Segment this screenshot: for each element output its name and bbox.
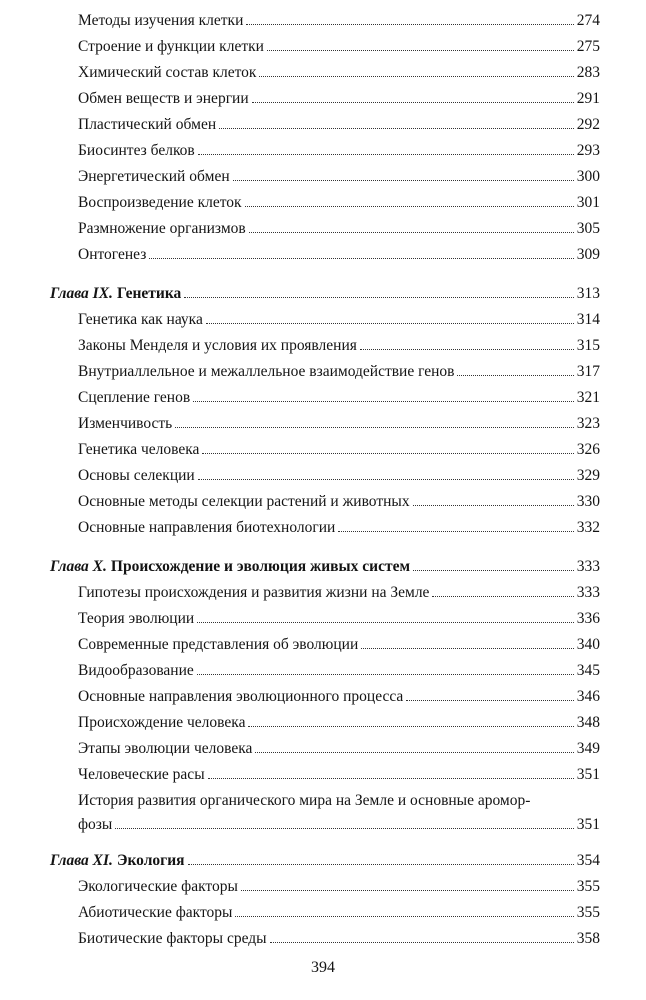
toc-entry-title: Основные направления эволюционного процесса [78, 688, 404, 705]
dot-leader [249, 232, 574, 233]
dot-leader [457, 375, 573, 376]
toc-entry-page: 317 [576, 363, 600, 380]
toc-entry-page: 355 [576, 878, 600, 895]
toc-entry[interactable] [78, 518, 600, 538]
dot-leader [193, 401, 574, 402]
toc-entry-page: 300 [576, 168, 600, 185]
toc-entry-title: Сцепление генов [78, 389, 191, 406]
toc-entry-page: 305 [576, 220, 600, 237]
toc-entry[interactable] [78, 609, 600, 629]
chapter-title: Экология [116, 852, 185, 869]
toc-entry-title: Внутриаллельное и межаллельное взаимодействие генов [78, 363, 455, 380]
dot-leader [338, 531, 573, 532]
toc-entry[interactable] [78, 414, 600, 434]
toc-entry-title: Строение и функции клетки [78, 38, 264, 55]
toc-entry-page: 329 [576, 467, 600, 484]
toc-entry[interactable] [78, 635, 600, 655]
toc-entry-title: Генетика человека [78, 441, 200, 458]
dot-leader [198, 154, 574, 155]
toc-entry-title: Теория эволюции [78, 610, 195, 627]
toc-entry-title: Пластический обмен [78, 116, 217, 133]
toc-entry-page: 301 [576, 194, 600, 211]
dot-leader [175, 427, 574, 428]
toc-entry-page: 349 [576, 740, 600, 757]
toc-entry-title: Методы изучения клетки [78, 12, 244, 29]
toc-entry-page: 314 [576, 311, 600, 328]
toc-entry-page: 348 [576, 714, 600, 731]
toc-entry-page: 358 [576, 930, 600, 947]
chapter-page: 354 [576, 852, 600, 869]
toc-entry-page: 346 [576, 688, 600, 705]
toc-entry[interactable] [78, 362, 600, 382]
toc-entry-title: Размножение организмов [78, 220, 246, 237]
toc-entry[interactable] [78, 336, 600, 356]
dot-leader [267, 50, 574, 51]
toc-entry-title: Основные методы селекции растений и животных [78, 493, 410, 510]
toc-entry[interactable] [78, 583, 600, 603]
toc-entry-page: 293 [576, 142, 600, 159]
chapter-label: Глава XI. [50, 852, 113, 869]
toc-entry[interactable] [78, 89, 600, 109]
dot-leader [255, 752, 573, 753]
toc-entry-title: Онтогенез [78, 246, 147, 263]
toc-entry-page: 309 [576, 246, 600, 263]
toc-entry[interactable] [78, 245, 600, 265]
dot-leader [245, 206, 574, 207]
toc-entry-title: Основы селекции [78, 467, 195, 484]
dot-leader [360, 349, 574, 350]
dot-leader [241, 890, 574, 891]
toc-entry-title: Законы Менделя и условия их проявления [78, 337, 357, 354]
toc-entry-title: Этапы эволюции человека [78, 740, 253, 757]
toc-entry[interactable] [78, 37, 600, 57]
toc-entry[interactable] [78, 903, 600, 923]
dot-leader [246, 24, 573, 25]
toc-entry-title: Абиотические факторы [78, 904, 233, 921]
toc-entry-title: Видообразование [78, 662, 194, 679]
toc-entry-title: Воспроизведение клеток [78, 194, 242, 211]
toc-entry[interactable] [78, 440, 600, 460]
chapter-page: 333 [576, 558, 600, 575]
dot-leader [413, 505, 574, 506]
dot-leader [188, 864, 574, 865]
dot-leader [202, 453, 573, 454]
dot-leader [432, 596, 573, 597]
toc-entry-page: 315 [576, 337, 600, 354]
toc-entry[interactable] [78, 310, 600, 330]
dot-leader [198, 479, 574, 480]
toc-chapter[interactable] [50, 284, 600, 304]
toc-entry[interactable] [78, 167, 600, 187]
toc-entry-page: 292 [576, 116, 600, 133]
toc-entry[interactable] [78, 492, 600, 512]
toc-chapter[interactable] [50, 851, 600, 871]
toc-entry[interactable] [78, 713, 600, 733]
toc-entry-page: 321 [576, 389, 600, 406]
toc-entry[interactable] [78, 193, 600, 213]
dot-leader [115, 828, 573, 829]
dot-leader [233, 180, 574, 181]
chapter-title: Происхождение и эволюция живых систем [110, 558, 411, 575]
toc-entry-title: Биосинтез белков [78, 142, 195, 159]
toc-entry-title: Обмен веществ и энергии [78, 90, 249, 107]
toc-entry[interactable] [78, 466, 600, 486]
toc-entry-title: Происхождение человека [78, 714, 246, 731]
toc-entry[interactable] [78, 877, 600, 897]
toc-entry[interactable] [78, 141, 600, 161]
chapter-page: 313 [576, 285, 600, 302]
chapter-label: Глава X. [50, 558, 107, 575]
toc-entry[interactable] [78, 388, 600, 408]
toc-entry-page: 291 [576, 90, 600, 107]
dot-leader [235, 916, 573, 917]
toc-entry-title: Гипотезы происхождения и развития жизни на Земле [78, 584, 430, 601]
dot-leader [149, 258, 573, 259]
toc-entry-page: 326 [576, 441, 600, 458]
chapter-label: Глава IX. [50, 285, 113, 302]
toc-entry[interactable] [78, 219, 600, 239]
page-number: 394 [311, 959, 335, 976]
toc-entry-page: 355 [576, 904, 600, 921]
toc-entry-multiline[interactable] [78, 791, 600, 811]
dot-leader [406, 700, 573, 701]
toc-entry-title: Генетика как наука [78, 311, 203, 328]
toc-entry-page: 332 [576, 519, 600, 536]
toc-entry-title-line2: фозы [78, 816, 113, 833]
toc-entry[interactable] [78, 63, 600, 83]
dot-leader [270, 942, 574, 943]
toc-entry[interactable] [78, 739, 600, 759]
toc-entry-continuation[interactable] [78, 815, 600, 835]
toc-entry-title: Современные представления об эволюции [78, 636, 359, 653]
toc-entry-title: Экологические факторы [78, 878, 238, 895]
toc-entry-page: 275 [576, 38, 600, 55]
toc-entry-page: 345 [576, 662, 600, 679]
toc-entry-page: 333 [576, 584, 600, 601]
toc-entry[interactable] [78, 115, 600, 135]
dot-leader [206, 323, 574, 324]
dot-leader [219, 128, 574, 129]
dot-leader [361, 648, 573, 649]
dot-leader [184, 297, 573, 298]
toc-entry[interactable] [78, 661, 600, 681]
toc-entry-page: 323 [576, 415, 600, 432]
dot-leader [197, 674, 574, 675]
toc-entry[interactable] [78, 11, 600, 31]
dot-leader [248, 726, 573, 727]
chapter-title: Генетика [116, 285, 182, 302]
toc-entry-title-line1: История развития органического мира на Земле и основные аромор- [78, 792, 531, 809]
dot-leader [259, 76, 573, 77]
toc-entry-page: 340 [576, 636, 600, 653]
toc-entry-page: 351 [576, 766, 600, 783]
toc-entry-page: 351 [576, 816, 600, 833]
toc-entry[interactable] [78, 765, 600, 785]
toc-entry-title: Изменчивость [78, 415, 173, 432]
dot-leader [208, 778, 574, 779]
toc-entry-title: Энергетический обмен [78, 168, 230, 185]
toc-entry-page: 330 [576, 493, 600, 510]
dot-leader [413, 570, 574, 571]
toc-entry-title: Человеческие расы [78, 766, 205, 783]
toc-entry-page: 274 [576, 12, 600, 29]
toc-entry-page: 336 [576, 610, 600, 627]
toc-chapter[interactable] [50, 557, 600, 577]
toc-entry[interactable] [78, 687, 600, 707]
dot-leader [252, 102, 574, 103]
toc-entry-title: Химический состав клеток [78, 64, 257, 81]
toc-entry-title: Биотические факторы среды [78, 930, 267, 947]
dot-leader [197, 622, 574, 623]
toc-entry-title: Основные направления биотехнологии [78, 519, 336, 536]
toc-entry-page: 283 [576, 64, 600, 81]
toc-entry[interactable] [78, 929, 600, 949]
